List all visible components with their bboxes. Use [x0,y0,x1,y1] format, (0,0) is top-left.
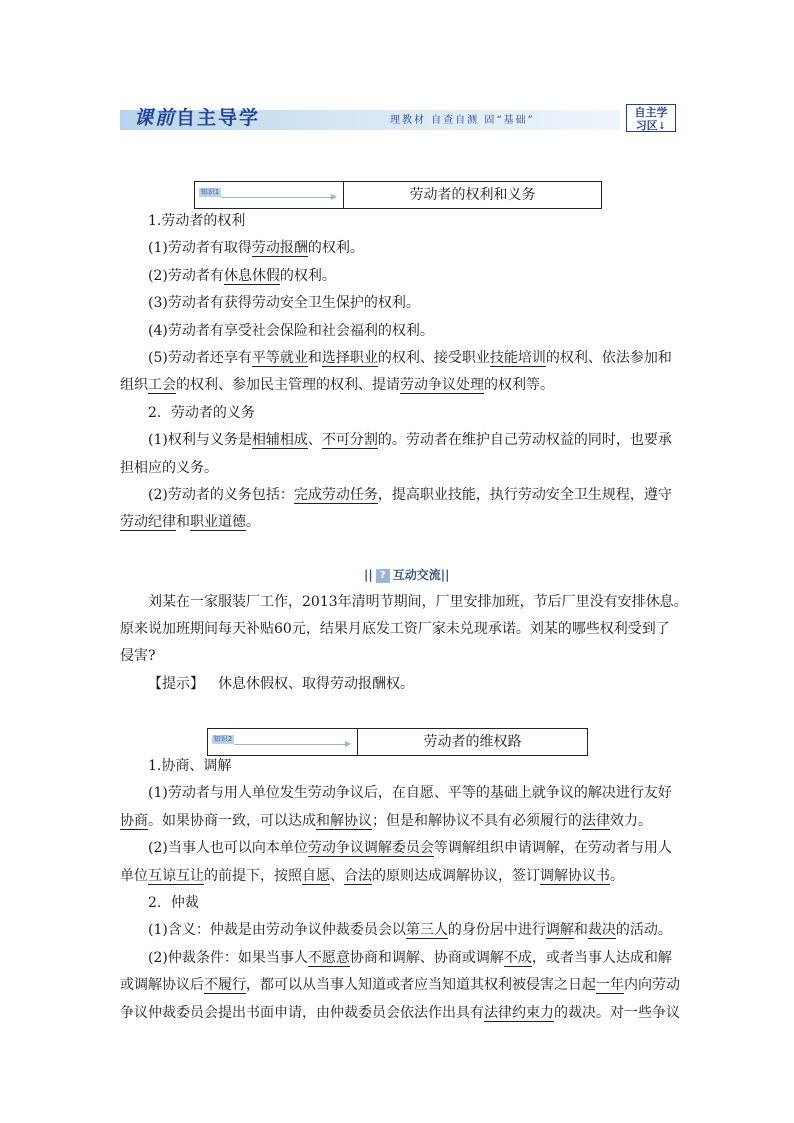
text-run: 1.协商、调解 [148,758,232,774]
underlined-term: 不愿意 [307,949,350,966]
underlined-term: 劳动报酬 [251,240,308,257]
underlined-term: 劳动争议处理 [400,377,484,394]
interaction-heading [364,566,449,584]
section1-line [120,345,706,372]
arrow-right-icon: ▶ [344,739,351,748]
section2-line [120,945,706,972]
underlined-term: 调解协议书 [540,867,610,884]
text-run: 和 [573,922,588,939]
text-run: 2．仲裁 [148,895,199,911]
underlined-term: 相辅相成 [251,432,308,449]
text-run: (2)劳动者有 [148,267,224,284]
underlined-term: 完成劳动任务 [293,487,378,503]
text-run: ，提高职业技能，执行劳动安全卫生规程，遵守 [377,487,672,503]
banner-title-main: 自主导学 [176,107,261,129]
text-run: (2)仲裁条件：如果当事人 [148,949,308,966]
text-run: 2．劳动者的义务 [148,404,255,421]
arrow-down-icon: ↓ [657,121,667,132]
section1-line [120,427,706,454]
tag-arrow-line [234,744,347,745]
text-run: 1.劳动者的权利 [148,213,246,229]
text-run: 的权利。 [307,240,364,257]
section2-line [120,780,706,807]
section1-line [120,372,678,399]
underlined-term: 平等就业 [251,350,308,366]
section2-line [120,972,678,999]
section2-line [120,753,706,780]
section1-tag-cell [195,182,344,208]
self-study-area-button[interactable] [626,104,676,132]
text-run: 、 [330,867,344,884]
section1-line [120,263,706,290]
underlined-term: 裁决 [587,922,616,939]
text-run: 的权利等。 [484,377,554,394]
underlined-term: 合法 [344,867,372,884]
section2-title-box [207,728,588,756]
underlined-term: 职业道德 [190,514,246,531]
section1-line [120,400,706,427]
text-run: (1)劳动者与用人单位发生劳动争议后，在自愿、平等的基础上就争议的解决进行友好 [148,785,672,802]
interaction-heading-text: 互动交流 [392,568,441,582]
section1-line [120,235,706,262]
text-run: (3)劳动者有获得劳动安全卫生保护的权利。 [148,295,420,312]
text-run: (1)含义：仲裁是由劳动争议仲裁委员会以 [148,922,406,939]
underlined-term: 法律 [582,812,610,829]
underlined-term: 不可分割 [321,432,378,449]
section1-line [120,318,706,345]
underlined-term: 不履行 [204,977,246,994]
text-run: 协商和调解、协商或调解 [349,949,504,966]
hint-text: 休息休假权、取得劳动报酬权。 [218,676,414,692]
text-run: 的权利、依法参加和 [545,350,672,366]
underlined-term: 自愿 [302,867,330,884]
section2-line [120,863,678,890]
text-run: (1)劳动者有取得 [148,240,252,257]
underlined-term: 选择职业 [321,350,378,366]
text-run: (1)权利与义务是 [148,432,252,449]
section1-line [120,208,706,235]
heading-bars-right: || [440,568,450,582]
text-run: 的前提下，按照 [204,867,302,884]
section2-line [120,917,706,944]
interaction-line-2: 原来说加班期间每天补贴60元，结果月底发工资厂家未兑现承诺。刘某的哪些权利受到了 [120,621,670,637]
text-run: 和 [176,514,190,531]
section-banner [120,104,682,134]
text-run: ；但是和解协议不具有必须履行的 [372,812,582,829]
question-icon: ? [376,569,390,583]
text-run: ，都可以从当事人知道或者应当知道其权利被侵害之日起 [246,977,596,994]
text-run: 的权利。 [279,267,336,284]
tag-arrow-line [221,197,333,198]
underlined-term: 第三人 [405,922,448,939]
arrow-right-icon: ▶ [330,192,337,201]
section2-line [120,890,706,917]
text-run: 内向劳动 [624,977,680,994]
text-run: 、 [307,432,322,449]
underlined-term: 休息休假 [223,267,280,284]
text-run: 的。劳动者在维护自己劳动权益的同时，也要承 [377,432,672,449]
text-run: 和 [307,350,322,366]
text-run: 担相应的义务。 [120,459,218,476]
section2-line [120,808,678,835]
text-run: 的权利、参加民主管理的权利、提请 [176,377,400,394]
text-run: 的活动。 [615,922,672,939]
underlined-term: 一年 [596,977,624,994]
section2-line [120,1000,678,1027]
hint-line [120,671,706,698]
banner-subtitle: 理教材 自查自测 固“基础” [390,115,535,126]
text-run: 的身份居中进行 [447,922,546,939]
underlined-term: 技能培训 [489,350,546,366]
text-run: 效力。 [610,812,652,829]
underlined-term: 劳动争议调解委员会 [307,840,434,857]
text-run: 的权利、接受职业 [377,350,490,366]
text-run: (5)劳动者还享有 [148,350,252,366]
interaction-line-1: 刘某在一家服装厂工作，2013年清明节期间，厂里安排加班，节后厂里没有安排休息。 [148,594,688,610]
text-run: ，或者当事人达成和解 [531,949,672,966]
underlined-term: 劳动纪律 [120,514,176,531]
section2-line [120,835,706,862]
section1-line [120,290,706,317]
text-run: 的裁决。对一些争议 [554,1004,680,1021]
text-run: (2)劳动者的义务包括： [148,487,294,503]
banner-title [134,104,260,134]
text-run: 单位 [120,867,148,884]
interaction-line-3: 侵害? [120,648,156,664]
section1-line [120,509,678,536]
banner-box-line2: 习区 [635,119,658,132]
underlined-term: 不成 [503,949,532,966]
text-run: 。如果协商一致，可以达成 [148,812,316,829]
section1-title-box [194,181,602,209]
section2-tag: 知识2 [213,735,233,743]
heading-bars-left: || [364,568,373,582]
underlined-term: 法律约束力 [484,1004,554,1021]
text-run: 的原则达成调解协议，签订 [372,867,540,884]
text-run: 等调解组织申请调解，在劳动者与用人 [433,840,672,857]
section1-tag: 知识1 [200,188,220,196]
text-run: 争议仲裁委员会提出书面申请，由仲裁委员会依法作出具有 [120,1004,484,1021]
underlined-term: 和解协议 [316,812,372,829]
underlined-term: 调解 [545,922,574,939]
section1-title: 劳动者的权利和义务 [409,187,536,203]
text-run: 。 [610,867,624,884]
underlined-term: 工会 [148,377,176,394]
text-run: 或调解协议后 [120,977,204,994]
section1-line [120,482,706,509]
hint-label: 【提示】 [148,676,204,692]
underlined-term: 协商 [120,812,148,829]
text-run: (4)劳动者有享受社会保险和社会福利的权利。 [148,322,434,339]
section2-tag-cell [208,729,358,755]
banner-box-line1: 自主学 [634,106,668,119]
text-run: (2)当事人也可以向本单位 [148,840,308,857]
banner-title-prefix: 课前 [134,107,177,129]
text-run: 组织 [120,377,148,394]
underlined-term: 互谅互让 [148,867,204,884]
section2-title: 劳动者的维权路 [423,734,522,750]
section1-line [120,455,678,482]
text-run: 。 [246,514,260,531]
